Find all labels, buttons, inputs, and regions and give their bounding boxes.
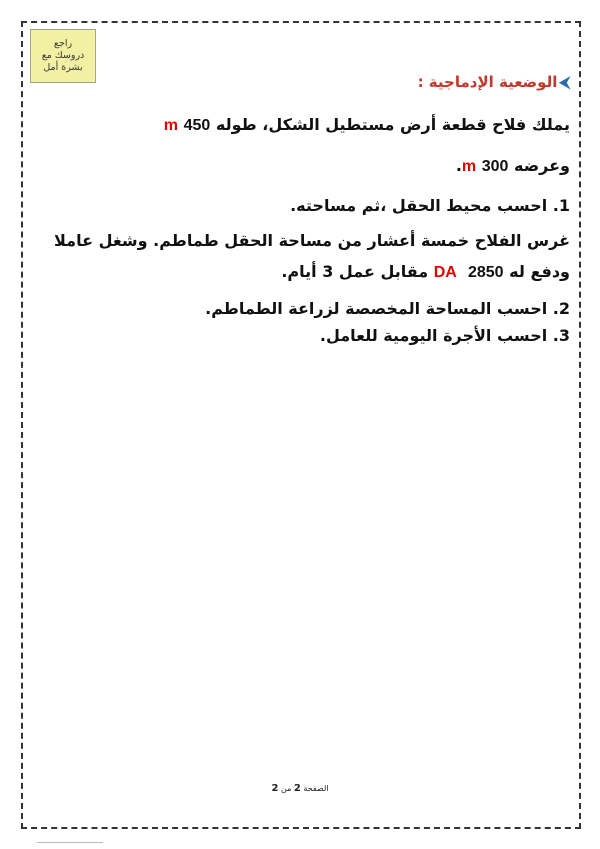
line2-value: 300: [481, 158, 509, 175]
line2-end: .: [455, 156, 462, 175]
para2-start: ودفع له: [509, 262, 570, 281]
bottom-divider: [37, 842, 103, 843]
paragraph-line-1: غرس الفلاح خمسة أعشار من مساحة الحقل طماطم. وشغل عاملا: [54, 231, 570, 250]
line1-unit: m: [163, 117, 179, 134]
para2-value: 2850: [467, 264, 504, 281]
footer-page: 2: [293, 783, 301, 794]
question-3: 3. احسب الأجرة اليومية للعامل.: [319, 326, 570, 345]
heading-title: الوضعية الإدماجية :: [417, 73, 558, 91]
para2-end: مقابل عمل 3 أيام.: [281, 262, 429, 281]
line2-unit: m: [461, 158, 477, 175]
line1-value: 450: [183, 117, 211, 134]
footer-of: من: [280, 784, 292, 793]
footer-total: 2: [271, 783, 279, 794]
section-heading: [90, 73, 570, 91]
note-line-3: بشرة أمل: [43, 62, 83, 73]
line1-text: يملك فلاح قطعة أرض مستطيل الشكل، طوله: [215, 115, 570, 134]
para2-unit: DA: [433, 264, 457, 281]
page-footer: [0, 783, 600, 794]
arrow-icon: ⮜: [559, 73, 570, 91]
page-border: [21, 21, 581, 829]
note-line-1: راجع: [53, 38, 73, 49]
sticky-note: [30, 29, 96, 83]
problem-line-2: [90, 156, 570, 176]
question-1: 1. احسب محيط الحقل ،ثم مساحته.: [290, 196, 570, 215]
note-line-2: دروسك مع: [41, 50, 85, 61]
question-2: 2. احسب المساحة المخصصة لزراعة الطماطم.: [205, 299, 570, 318]
footer-prefix: الصفحة: [303, 784, 329, 793]
paragraph-line-2: [90, 262, 570, 282]
line2-text: وعرضه: [514, 156, 570, 175]
problem-line-1: [90, 115, 570, 135]
